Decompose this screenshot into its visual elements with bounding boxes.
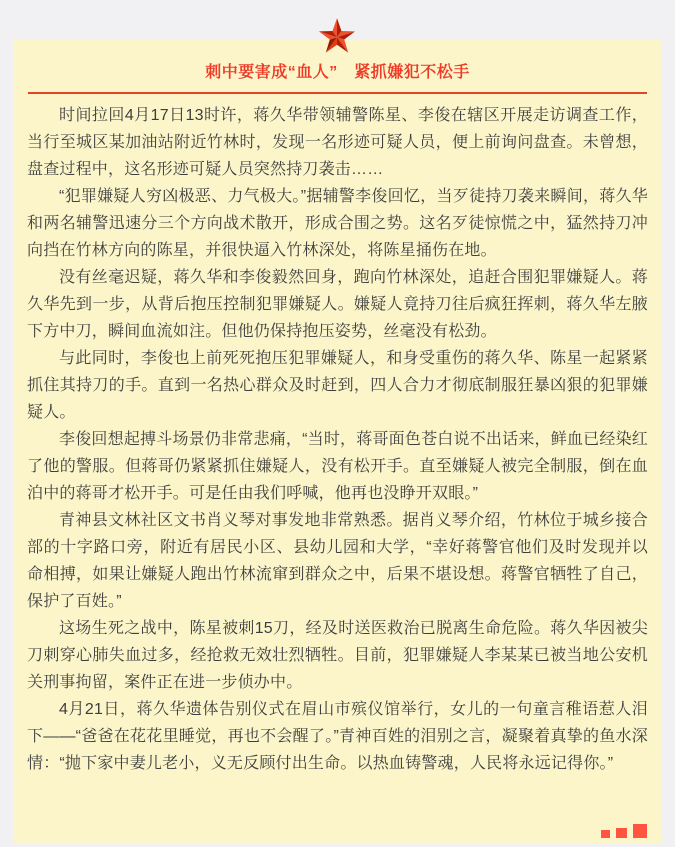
article-paragraph: 青神县文林社区文书肖义琴对事发地非常熟悉。据肖义琴介绍，竹林位于城乡接合部的十字路口旁，附近有居民小区、县幼儿园和大学，“幸好蒋警官他们及时发现并以命相搏，如果让嫌疑人跑出竹林流窜到群众之中，后果不堪设想。蒋警官牺牲了自己，保护了百姓。” [27,512,648,610]
red-square-icon [601,830,610,838]
article-paragraph: 时间拉回4月17日13时许，蒋久华带领辅警陈星、李俊在辖区开展走访调查工作，当行至城区某加油站附近竹林时，发现一名形迹可疑人员，便上前询问盘查。未曾想，盘查过程中，这名形迹可疑人员突然持刀袭击…… [27,107,648,178]
article-paragraph: 没有丝毫迟疑，蒋久华和李俊毅然回身，跑向竹林深处，追赶合围犯罪嫌疑人。蒋久华先到一步，从背后抱压控制犯罪嫌疑人。嫌疑人竟持刀往后疯狂挥刺，蒋久华左腋下方中刀，瞬间血流如注。但他仍保持抱压姿势，丝毫没有松劲。 [27,269,648,340]
red-star-icon [318,18,356,53]
article-body [27,102,648,777]
article-paragraph: 4月21日，蒋久华遗体告别仪式在眉山市殡仪馆举行，女儿的一句童言稚语惹人泪下——“爸爸在花花里睡觉，再也不会醒了。”青神百姓的泪别之言，凝聚着真挚的鱼水深情：“抛下家中妻儿老小，义无反顾付出生命。以热血铸警魂，人民将永远记得你。” [27,701,648,772]
article-paragraph: 李俊回想起搏斗场景仍非常悲痛，“当时，蒋哥面色苍白说不出话来，鲜血已经染红了他的警服。但蒋哥仍紧紧抓住嫌疑人，没有松开手。直至嫌疑人被完全制服，倒在血泊中的蒋哥才松开手。可是任由我们呼喊，他再也没睁开双眼。” [27,431,648,502]
red-square-icon [633,824,647,838]
red-square-icon [616,828,627,838]
article-paragraph: 与此同时，李俊也上前死死抱压犯罪嫌疑人，和身受重伤的蒋久华、陈星一起紧紧抓住其持刀的手。直到一名热心群众及时赶到，四人合力才彻底制服狂暴凶狠的犯罪嫌疑人。 [27,350,648,421]
article-title: 刺中要害成“血人” 紧抓嫌犯不松手 [205,64,470,81]
decorative-squares [601,824,647,838]
title-divider [28,92,647,94]
article-paragraph: 这场生死之战中，陈星被刺15刀，经及时送医救治已脱离生命危险。蒋久华因被尖刀刺穿心肺失血过多，经抢救无效壮烈牺牲。目前，犯罪嫌疑人李某某已被当地公安机关刑事拘留，案件正在进一步侦办中。 [27,620,648,691]
article-card [13,40,662,843]
article-paragraph: “犯罪嫌疑人穷凶极恶、力气极大。”据辅警李俊回忆，当歹徒持刀袭来瞬间，蒋久华和两名辅警迅速分三个方向战术散开，形成合围之势。这名歹徒惊慌之中，猛然持刀冲向挡在竹林方向的陈星，并很快逼入竹林深处，将陈星捅伤在地。 [27,188,648,259]
